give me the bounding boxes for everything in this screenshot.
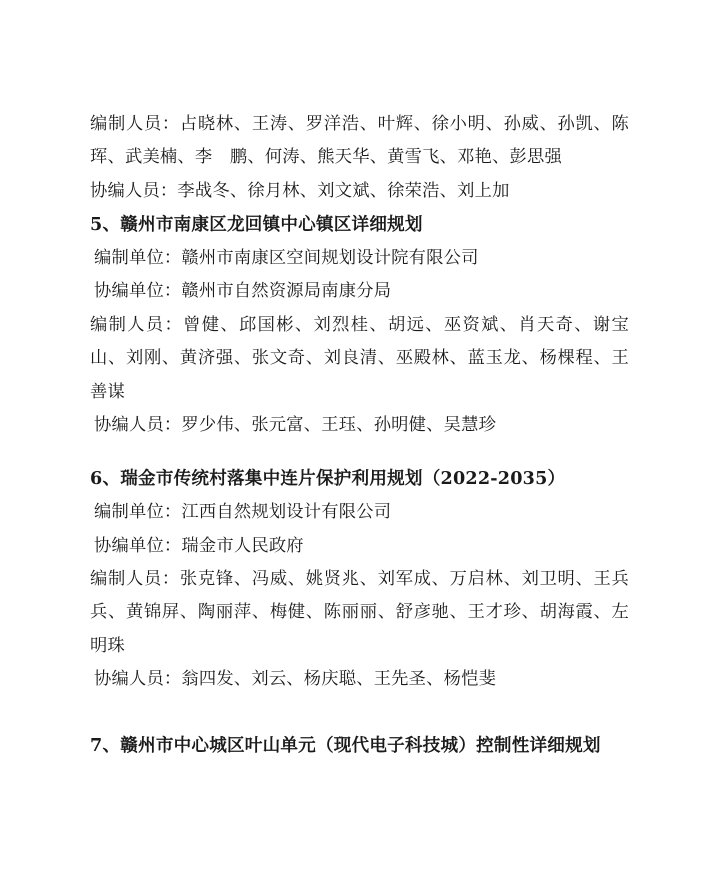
paragraph-compilers-section5: 编制人员：曾健、邱国彬、刘烈桂、胡远、巫资斌、肖天奇、谢宝山、刘刚、黄济强、张文奇、刘良清、巫殿林、蓝玉龙、杨棵程、王善谋 [90,314,629,402]
paragraph-co-compilers-section6: 协编人员：翁四发、刘云、杨庆聪、王先圣、杨恺斐 [94,669,497,690]
paragraph-compilers-section4: 编制人员：占晓林、王涛、罗洋浩、叶辉、徐小明、孙威、孙凯、陈珲、武美楠、李 鹏、何涛、熊天华、黄雪飞、邓艳、彭思强 [90,114,629,168]
section-spacer-5-6 [90,442,629,462]
paragraph-co-unit-section6: 协编单位：瑞金市人民政府 [94,535,304,556]
heading-section-6: 6、瑞金市传统村落集中连片保护利用规划（2022-2035） [90,468,566,490]
heading-section-7: 7、赣州市中心城区叶山单元（现代电子科技城）控制性详细规划 [90,734,601,756]
paragraph-unit-section6: 编制单位：江西自然规划设计有限公司 [94,502,392,523]
paragraph-co-compilers-section4: 协编人员：李战冬、徐月林、刘文斌、徐荣浩、刘上加 [90,180,510,201]
paragraph-compilers-section6: 编制人员：张克锋、冯威、姚贤兆、刘军成、万启林、刘卫明、王兵兵、黄锦屏、陶丽萍、梅健、陈丽丽、舒彦驰、王才珍、胡海霞、左明珠 [90,569,629,656]
heading-section-5: 5、赣州市南康区龙回镇中心镇区详细规划 [90,214,423,236]
section-spacer-6-7 [90,697,629,729]
paragraph-co-compilers-section5: 协编人员：罗少伟、张元富、王珏、孙明健、吴慧珍 [94,414,497,435]
document-body [90,108,629,762]
paragraph-co-unit-section5: 协编单位：赣州市自然资源局南康分局 [94,281,392,302]
paragraph-unit-section5: 编制单位：赣州市南康区空间规划设计院有限公司 [94,248,479,269]
